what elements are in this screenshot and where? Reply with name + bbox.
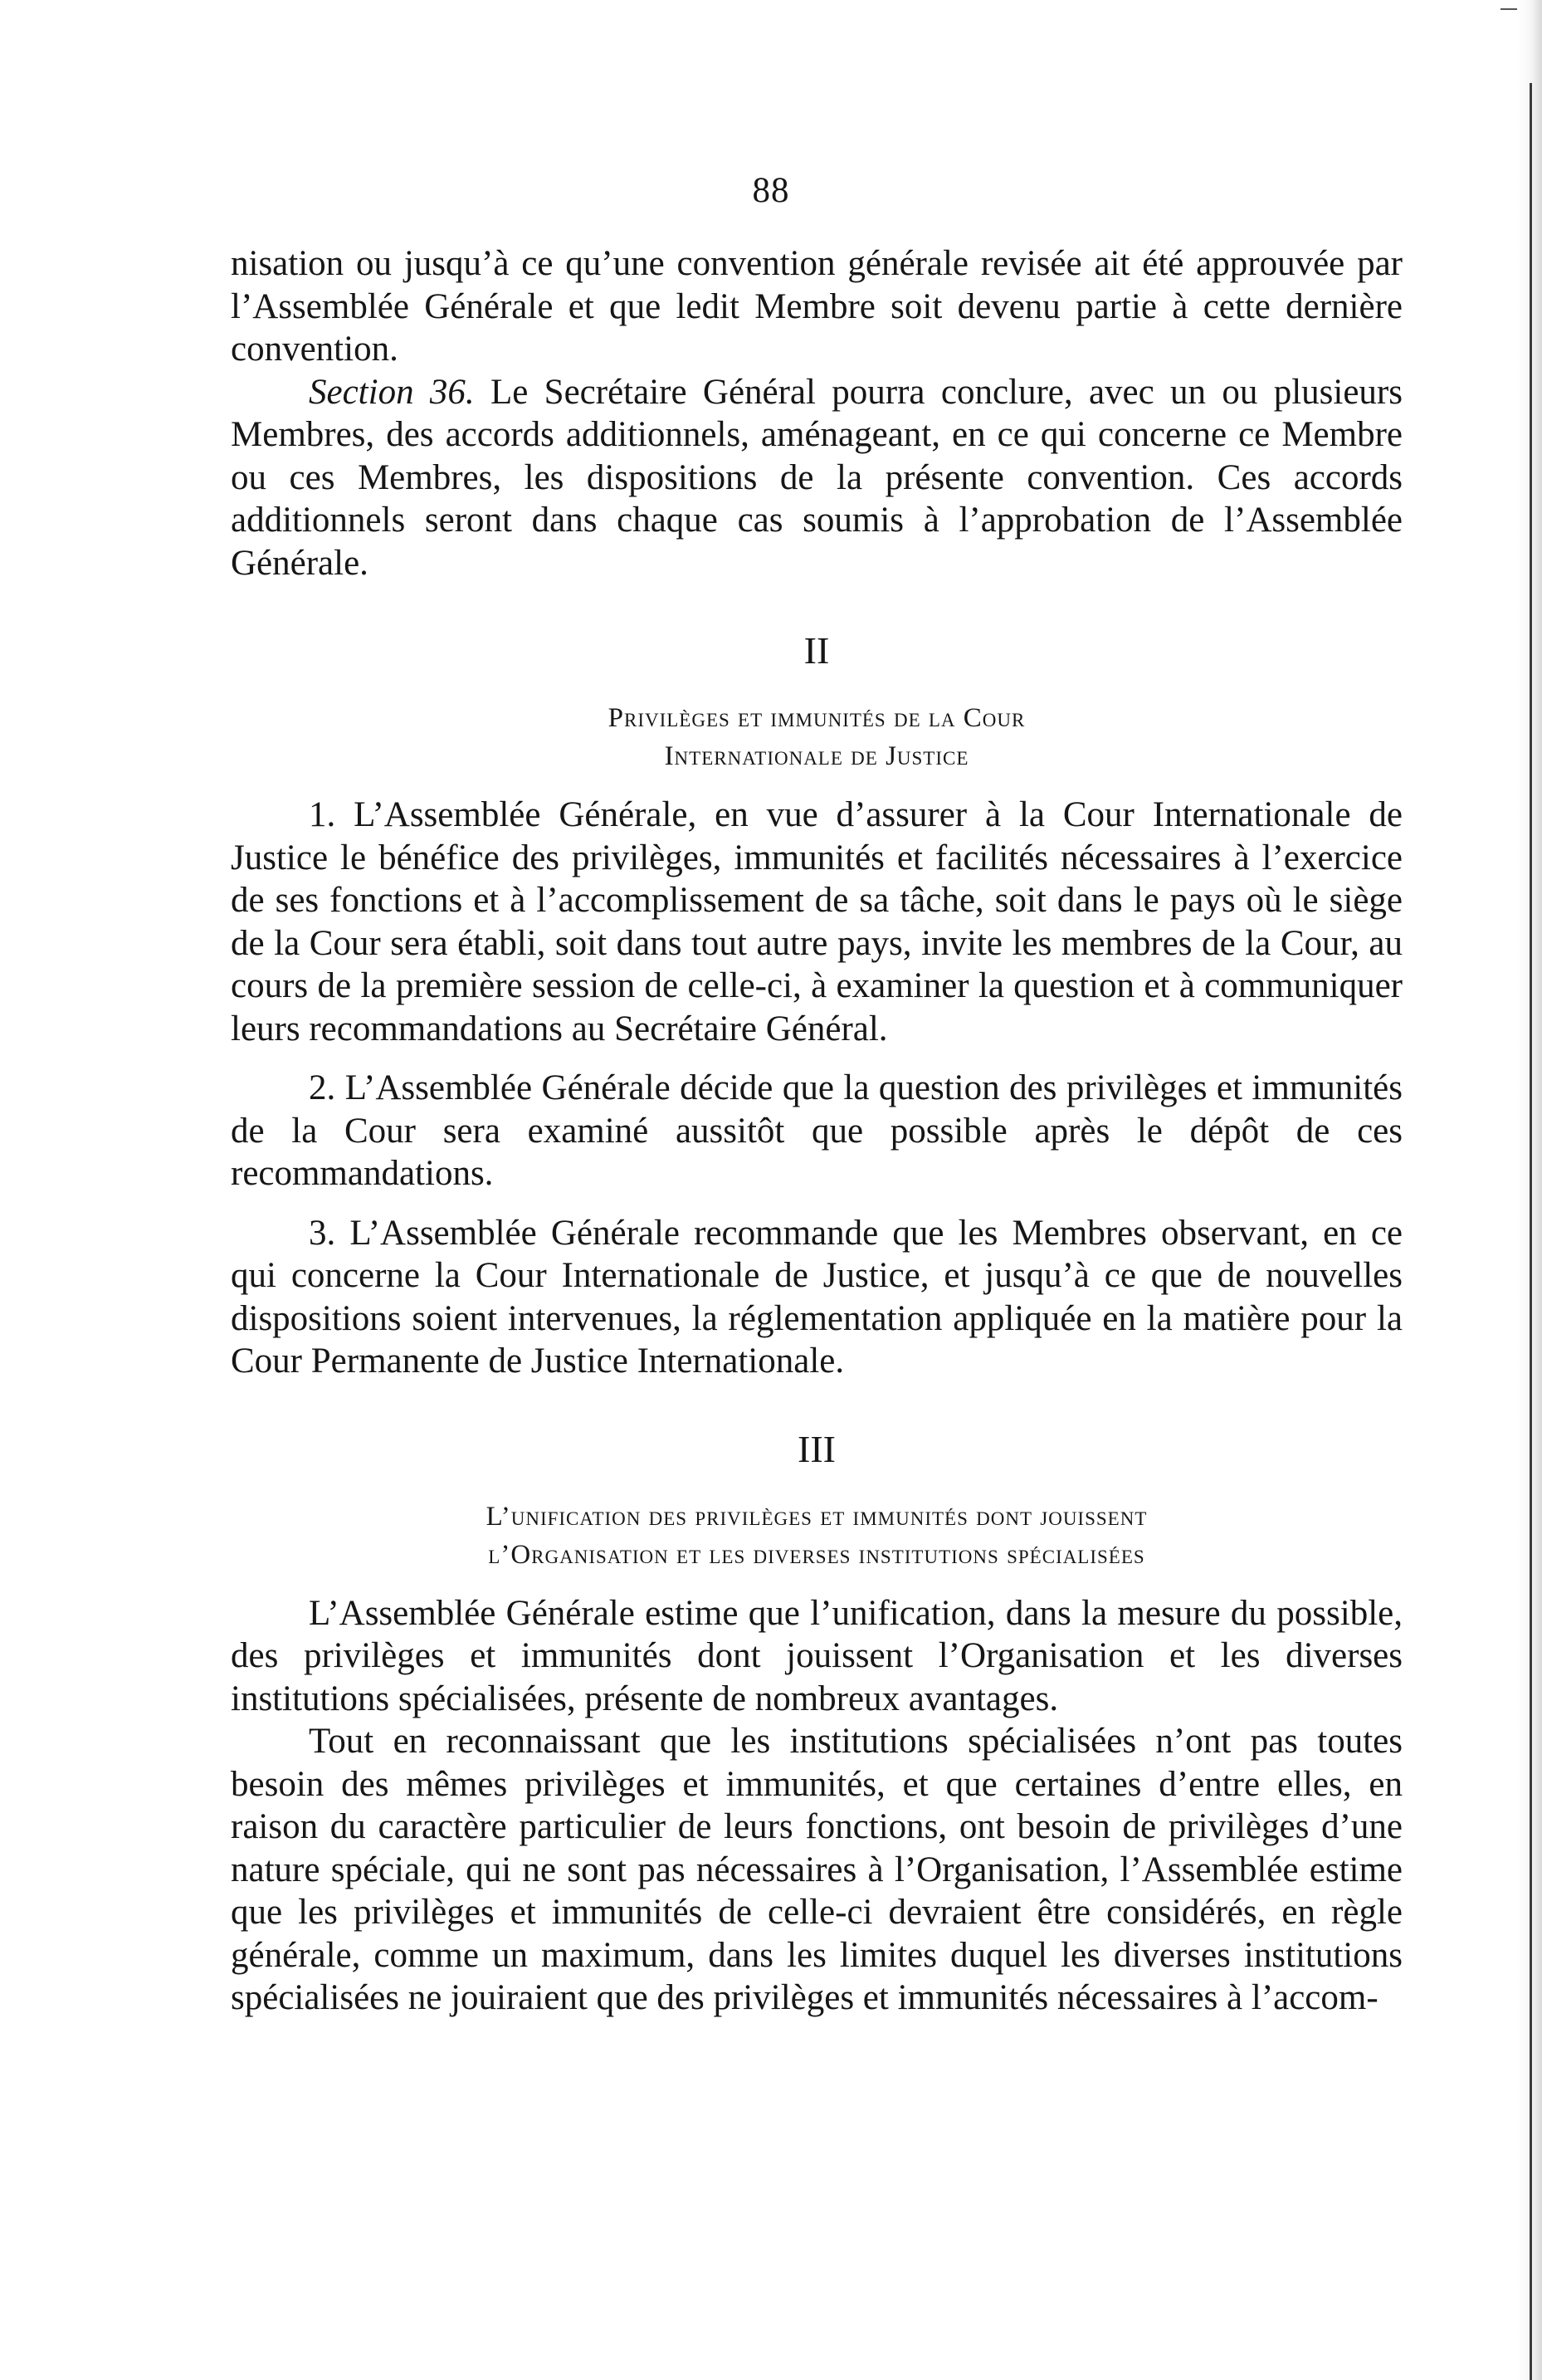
part-ii-paragraph-2: 2. L’Assemblée Générale décide que la question des privilèges et immunités de la Cour sera examiné aussitôt que possible après le dépôt de ces recommandations. bbox=[231, 1068, 1403, 1193]
part-iii-heading-line-1: L’unification des privilèges et immunités dont jouissent bbox=[486, 1501, 1148, 1532]
part-iii-heading bbox=[231, 1498, 1403, 1574]
section-36-paragraph bbox=[231, 371, 1403, 585]
part-ii-numeral: II bbox=[803, 629, 830, 672]
part-iii-paragraph-2: Tout en reconnaissant que les institutions spécialisées n’ont pas toutes besoin des mêmes privilèges et immunités, et que certaines d’entre elles, en raison du caractère particulier de leurs fonctions, ont besoin de privilèges d’une nature spéciale, qui ne sont pas nécessaires à l’Organisation, l’Assemblée estime que les privilèges et immunités de celle-ci devraient être considérés, en règle générale, comme un maximum, dans les limites duquel les diverses institutions spécialisées ne jouiraient que des privilèges et immunités nécessaires à l’accom- bbox=[231, 1722, 1403, 2017]
part-ii-heading-line-1: Privilèges et immunités de la Cour bbox=[608, 703, 1026, 733]
page-edge-line bbox=[1530, 83, 1532, 2380]
section-36-text: Le Secrétaire Général pourra conclure, avec un ou plusieurs Membres, des accords additionnels, aménageant, en ce qui concerne ce Membre ou ces Membres, les dispositions de la présente convention. Ces accords additionnels seront dans chaque cas soumis à l’approbation de l’Assemblée Générale. bbox=[231, 372, 1403, 583]
part-iii-numeral: III bbox=[798, 1427, 836, 1470]
part-ii-paragraph-1: 1. L’Assemblée Générale, en vue d’assurer à la Cour Internationale de Justice le bénéfice des privilèges, immunités et facilités nécessaires à l’exercice de ses fonctions et à l’accomplissement de sa tâche, soit dans le pays où le siège de la Cour sera établi, soit dans tout autre pays, invite les membres de la Cour, au cours de la première session de celle-ci, à examiner la question et à communiquer leurs recommandations au Secrétaire Général. bbox=[231, 795, 1403, 1048]
page-number: 88 bbox=[752, 171, 790, 210]
part-ii-heading bbox=[231, 699, 1403, 775]
section-36-label: Section 36. bbox=[309, 372, 475, 412]
part-iii-paragraph-1: L’Assemblée Générale estime que l’unification, dans la mesure du possible, des privilèges et immunités dont jouissent l’Organisation et les diverses institutions spécialisées, présente de nombreux avantages. bbox=[231, 1593, 1403, 1718]
part-ii-paragraph-3: 3. L’Assemblée Générale recommande que les Membres observant, en ce qui concerne la Cour Internationale de Justice, et jusqu’à ce que de nouvelles dispositions soient intervenues, la réglementation appliquée en la matière pour la Cour Permanente de Justice Internationale. bbox=[231, 1213, 1403, 1381]
part-ii-heading-line-2: Internationale de Justice bbox=[664, 741, 969, 771]
page-body bbox=[231, 242, 1403, 2020]
paragraph-continuation: nisation ou jusqu’à ce qu’une convention générale revisée ait été approuvée par l’Assemblée Générale et que ledit Membre soit devenu partie à cette dernière convention. bbox=[231, 244, 1403, 369]
part-iii-heading-line-2: l’Organisation et les diverses institutions spécialisées bbox=[488, 1539, 1145, 1570]
